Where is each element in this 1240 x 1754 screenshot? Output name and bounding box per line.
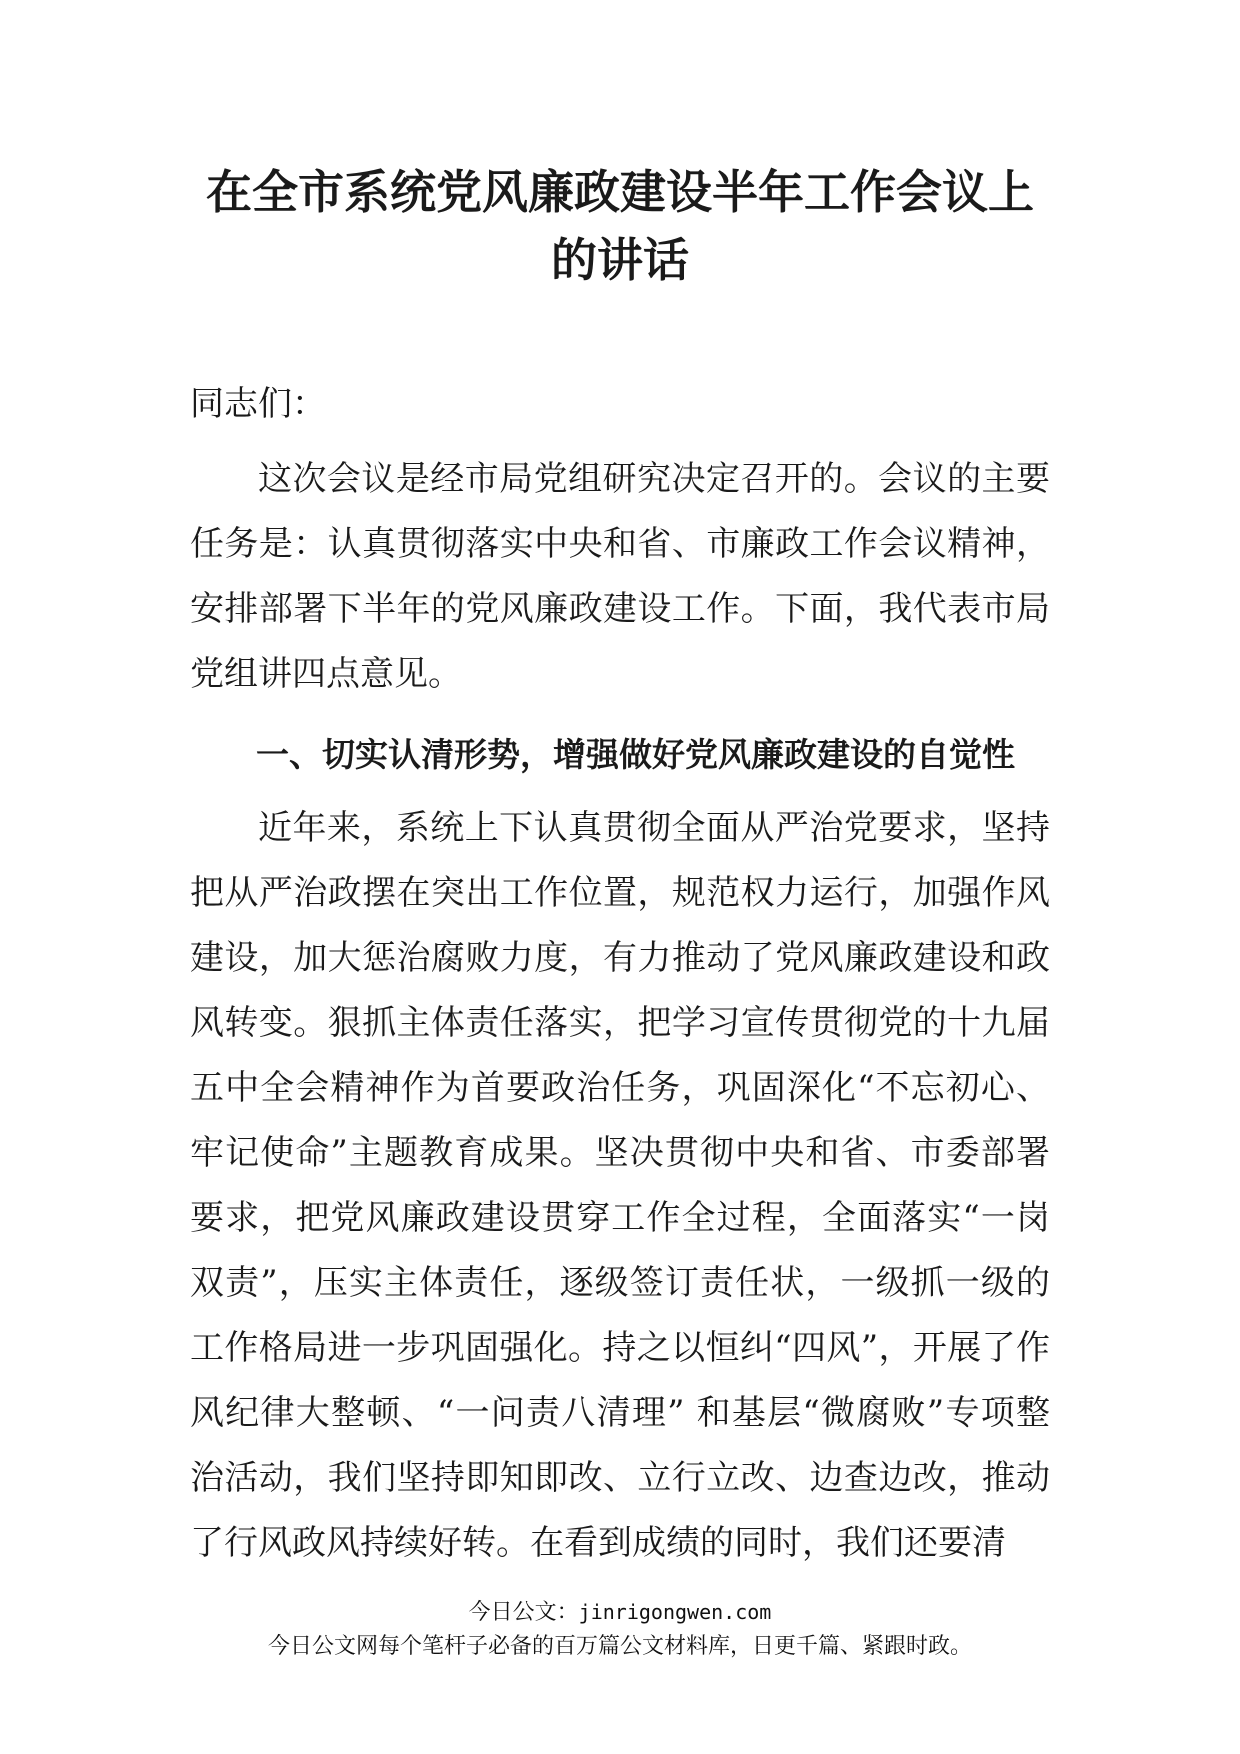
salutation: 同志们：: [190, 384, 326, 424]
footer-site-url[interactable]: jinrigongwen.com: [578, 1600, 772, 1624]
document-title: 在全市系统党风廉政建设半年工作会议上的讲话: [206, 165, 1034, 287]
paragraph-intro: 这次会议是经市局党组研究决定召开的。会议的主要任务是：认真贯彻落实中央和省、市廉政工作会议精神，安排部署下半年的党风廉政建设工作。下面，我代表市局党组讲四点意见。: [190, 459, 1050, 694]
footer-tagline: 今日公文网每个笔杆子必备的百万篇公文材料库，日更千篇、紧跟时政。: [267, 1634, 972, 1659]
footer-site-label: 今日公文：: [468, 1600, 579, 1625]
footer-site-line: [0, 1597, 1240, 1628]
paragraph-section-1: 近年来，系统上下认真贯彻全面从严治党要求，坚持把从严治政摆在突出工作位置，规范权力运行，加强作风建设，加大惩治腐败力度，有力推动了党风廉政建设和政风转变。狠抓主体责任落实，把学习宣传贯彻党的十九届五中全会精神作为首要政治任务，巩固深化“不忘初心、牢记使命”主题教育成果。坚决贯彻中央和省、市委部署要求，把党风廉政建设贯穿工作全过程，全面落实“一岗双责”，压实主体责任，逐级签订责任状，一级抓一级的工作格局进一步巩固强化。持之以恒纠“四风”，开展了作风纪律大整顿、“一问责八清理” 和基层“微腐败”专项整治活动，我们坚持即知即改、立行立改、边查边改，推动了行风政风持续好转。在看到成绩的同时，我们还要清: [190, 808, 1050, 1563]
section-heading-1: 一、切实认清形势，增强做好党风廉政建设的自觉性: [256, 735, 1015, 774]
